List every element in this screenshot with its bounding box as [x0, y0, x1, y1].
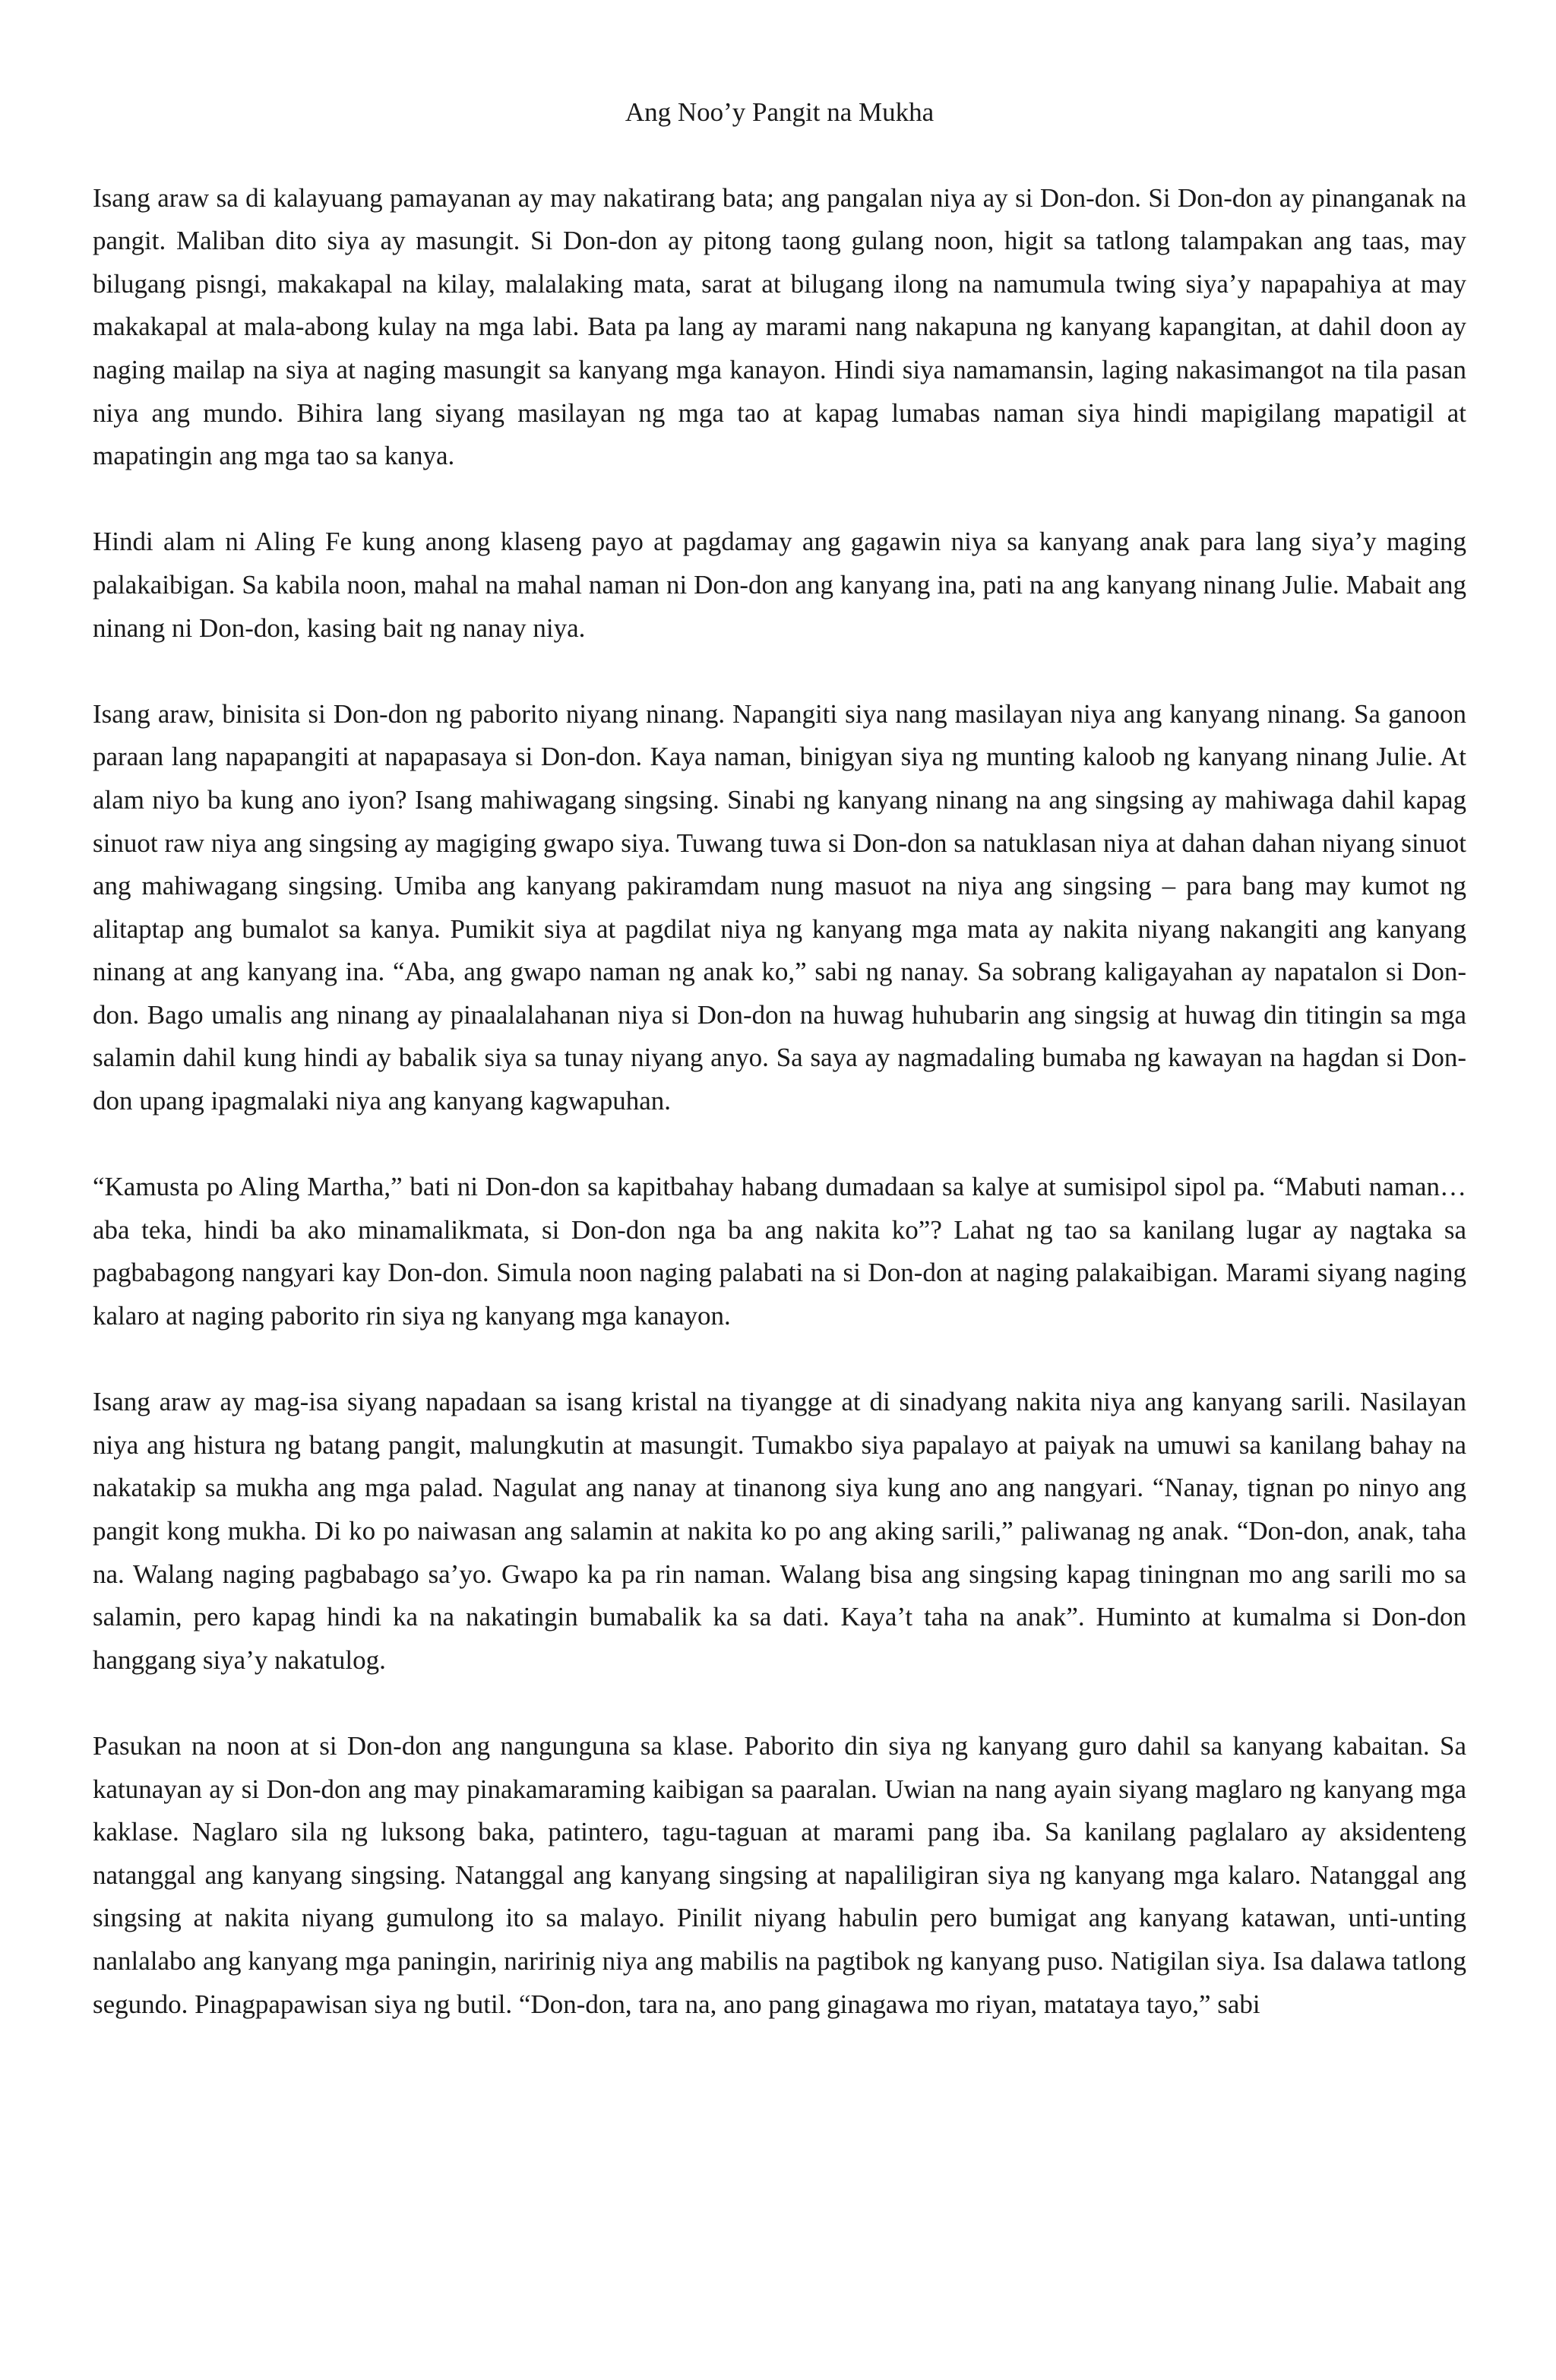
document-title: Ang Noo’y Pangit na Mukha [625, 97, 935, 127]
paragraph-6: Pasukan na noon at si Don-don ang nangunguna sa klase. Paborito din siya ng kanyang guro dahil sa kanyang kabaitan. Sa katunayan ay si Don-don ang may pinakamaraming kaibigan sa paaralan. Uwian na nang ayain siyang maglaro ng kanyang mga kaklase. Naglaro sila ng luksong baka, patintero, tagu-taguan at marami pang iba. Sa kanilang paglalaro ay aksidenteng natanggal ang kanyang singsing. Natanggal ang kanyang singsing at napaliligiran siya ng kanyang mga kalaro. Natanggal ang singsing at nakita niyang gumulong ito sa malayo. Pinilit niyang habulin pero bumigat ang kanyang katawan, unti-unting nanlalabo ang kanyang mga paningin, naririnig niya ang mabilis na pagtibok ng kanyang puso. Natigilan siya. Isa dalawa tatlong segundo. Pinagpapawisan siya ng butil. “Don-don, tara na, ano pang ginagawa mo riyan, matataya tayo,” sabi [93, 1730, 1466, 2019]
paragraph-2: Hindi alam ni Aling Fe kung anong klaseng payo at pagdamay ang gagawin niya sa kanyang anak para lang siya’y maging palakaibigan. Sa kabila noon, mahal na mahal naman ni Don-don ang kanyang ina, pati na ang kanyang ninang Julie. Mabait ang ninang ni Don-don, kasing bait ng nanay niya. [93, 527, 1466, 643]
paragraph-4: “Kamusta po Aling Martha,” bati ni Don-don sa kapitbahay habang dumadaan sa kalye at sumisipol sipol pa. “Mabuti naman… aba teka, hindi ba ako minamalikmata, si Don-don nga ba ang nakita ko”? Lahat ng tao sa kanilang lugar ay nagtaka sa pagbabagong nangyari kay Don-don. Simula noon naging palabati na si Don-don at naging palakaibigan. Marami siyang naging kalaro at naging paborito rin siya ng kanyang mga kanayon. [93, 1172, 1466, 1331]
document-page [93, 91, 1466, 2026]
paragraph-3: Isang araw, binisita si Don-don ng paborito niyang ninang. Napangiti siya nang masilayan niya ang kanyang ninang. Sa ganoon paraan lang napapangiti at napapasaya si Don-don. Kaya naman, binigyan siya ng munting kaloob ng kanyang ninang Julie. At alam niyo ba kung ano iyon? Isang mahiwagang singsing. Sinabi ng kanyang ninang na ang singsing ay mahiwaga dahil kapag sinuot raw niya ang singsing ay magiging gwapo siya. Tuwang tuwa si Don-don sa natuklasan niya at dahan dahan niyang sinuot ang mahiwagang singsing. Umiba ang kanyang pakiramdam nung masuot na niya ang singsing – para bang may kumot ng alitaptap ang bumalot sa kanya. Pumikit siya at pagdilat niya ng kanyang mga mata ay nakita niyang nakangiti ang kanyang ninang at ang kanyang ina. “Aba, ang gwapo naman ng anak ko,” sabi ng nanay. Sa sobrang kaligayahan ay napatalon si Don-don. Bago umalis ang ninang ay pinaalalahanan niya si Don-don na huwag huhubarin ang singsig at huwag din titingin sa mga salamin dahil kung hindi ay babalik siya sa tunay niyang anyo. Sa saya ay nagmadaling bumaba ng kawayan na hagdan si Don-don upang ipagmalaki niya ang kanyang kagwapuhan. [93, 698, 1466, 1116]
paragraph-5: Isang araw ay mag-isa siyang napadaan sa isang kristal na tiyangge at di sinadyang nakita niya ang kanyang sarili. Nasilayan niya ang histura ng batang pangit, malungkutin at masungit. Tumakbo siya papalayo at paiyak na umuwi sa kanilang bahay na nakatakip sa mukha ang mga palad. Nagulat ang nanay at tinanong siya kung ano ang nangyari. “Nanay, tignan po ninyo ang pangit kong mukha. Di ko po naiwasan ang salamin at nakita ko po ang aking sarili,” paliwanag ng anak. “Don-don, anak, taha na. Walang naging pagbabago sa’yo. Gwapo ka pa rin naman. Walang bisa ang singsing kapag tiningnan mo ang sarili mo sa salamin, pero kapag hindi ka na nakatingin bumabalik ka sa dati. Kaya’t taha na anak”. Huminto at kumalma si Don-don hanggang siya’y nakatulog. [93, 1387, 1466, 1675]
paragraph-1: Isang araw sa di kalayuang pamayanan ay may nakatirang bata; ang pangalan niya ay si Don-don. Si Don-don ay pinanganak na pangit. Maliban dito siya ay masungit. Si Don-don ay pitong taong gulang noon, higit sa tatlong talampakan ang taas, may bilugang pisngi, makakapal na kilay, malalaking mata, sarat at bilugang ilong na namumula twing siya’y napapahiya at may makakapal at mala-abong kulay na mga labi. Bata pa lang ay marami nang nakapuna ng kanyang kapangitan, at dahil doon ay naging mailap na siya at naging masungit sa kanyang mga kanayon. Hindi siya namamansin, laging nakasimangot na tila pasan niya ang mundo. Bihira lang siyang masilayan ng mga tao at kapag lumabas naman siya hindi mapigilang mapatigil at mapatingin ang mga tao sa kanya. [93, 182, 1466, 471]
